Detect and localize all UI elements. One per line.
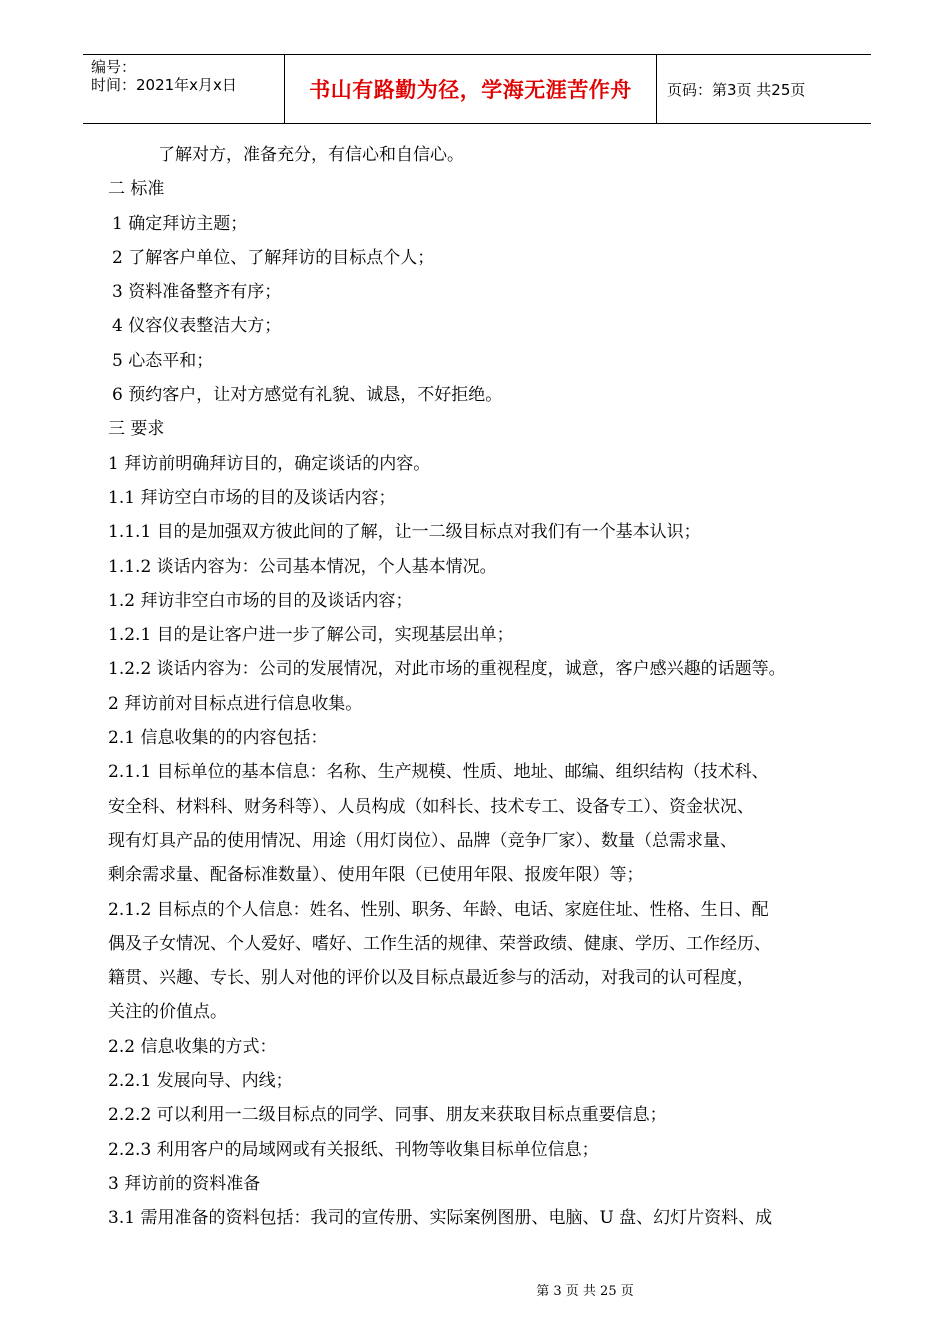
body-line: 了解对方，准备充分，有信心和自信心。 — [158, 145, 464, 165]
body-line: 2.1 信息收集的的内容包括： — [108, 728, 328, 749]
body-line: 关注的价值点。 — [108, 1002, 227, 1023]
body-line: 剩余需求量、配备标准数量）、使用年限（已使用年限、报废年限）等； — [108, 865, 644, 886]
body-line: 安全科、材料科、财务科等）、人员构成（如科长、技术专工、设备专工）、资金状况、 — [108, 796, 754, 817]
list-item: 4 仪容仪表整洁大方； — [112, 316, 282, 337]
body-line: 1.2 拜访非空白市场的目的及谈话内容； — [108, 590, 413, 611]
body-line: 2.2.3 利用客户的局域网或有关报纸、刊物等收集目标单位信息； — [108, 1139, 599, 1160]
body-line: 2 拜访前对目标点进行信息收集。 — [108, 693, 363, 714]
body-line: 1.2.2 谈话内容为：公司的发展情况，对此市场的重视程度，诚意，客户感兴趣的话题等。 — [108, 659, 786, 680]
body-line: 1.1.1 目的是加强双方彼此间的了解，让一二级目标点对我们有一个基本认识； — [108, 522, 701, 543]
header-page-info: 页码：第3页 共25页 — [667, 80, 806, 99]
header-motto: 书山有路勤为径，学海无涯苦作舟 — [309, 78, 632, 102]
body-line: 1.2.1 目的是让客户进一步了解公司，实现基层出单； — [108, 625, 514, 646]
header-page-cell — [657, 55, 871, 123]
document-time-label: 时间：2021年x月x日 — [91, 76, 237, 94]
list-item: 5 心态平和； — [112, 350, 214, 371]
document-number-label: 编号： — [91, 58, 137, 76]
body-line: 2.2.2 可以利用一二级目标点的同学、同事、朋友来获取目标点重要信息； — [108, 1105, 667, 1126]
body-line: 2.1.2 目标点的个人信息：姓名、性别、职务、年龄、电话、家庭住址、性格、生日、配 — [108, 899, 769, 920]
list-item: 6 预约客户，让对方感觉有礼貌、诚恳，不好拒绝。 — [112, 385, 503, 406]
body-line: 现有灯具产品的使用情况、用途（用灯岗位）、品牌（竞争厂家）、数量（总需求量、 — [108, 830, 737, 851]
body-line: 3 拜访前的资料准备 — [108, 1173, 261, 1194]
body-line: 籍贯、兴趣、专长、别人对他的评价以及目标点最近参与的活动，对我司的认可程度， — [108, 968, 754, 989]
body-line: 偶及子女情况、个人爱好、嗜好、工作生活的规律、荣誉政绩、健康、学历、工作经历、 — [108, 933, 771, 954]
page-footer — [0, 1280, 950, 1299]
list-item: 2 了解客户单位、了解拜访的目标点个人； — [112, 247, 435, 268]
body-line: 3.1 需用准备的资料包括：我司的宣传册、实际案例图册、电脑、U 盘、幻灯片资料、成 — [108, 1208, 773, 1229]
footer-page-number: 第 3 页 共 25 页 — [536, 1284, 634, 1299]
body-line: 2.2.1 发展向导、内线； — [108, 1071, 293, 1092]
body-line: 2.1.1 目标单位的基本信息：名称、生产规模、性质、地址、邮编、组织结构（技术科、 — [108, 762, 769, 783]
body-line: 1 拜访前明确拜访目的，确定谈话的内容。 — [108, 453, 431, 474]
list-item: 3 资料准备整齐有序； — [112, 282, 282, 303]
document-body — [108, 138, 858, 1236]
section-heading: 二 标准 — [108, 179, 165, 200]
body-line: 2.2 信息收集的方式： — [108, 1036, 277, 1057]
header-motto-cell — [285, 55, 657, 123]
document-header — [83, 54, 871, 124]
section-heading: 三 要求 — [108, 419, 165, 440]
header-meta-cell — [83, 55, 285, 123]
list-item: 1 确定拜访主题； — [112, 213, 248, 234]
body-line: 1.1 拜访空白市场的目的及谈话内容； — [108, 487, 396, 508]
body-line: 1.1.2 谈话内容为：公司基本情况，个人基本情况。 — [108, 556, 497, 577]
